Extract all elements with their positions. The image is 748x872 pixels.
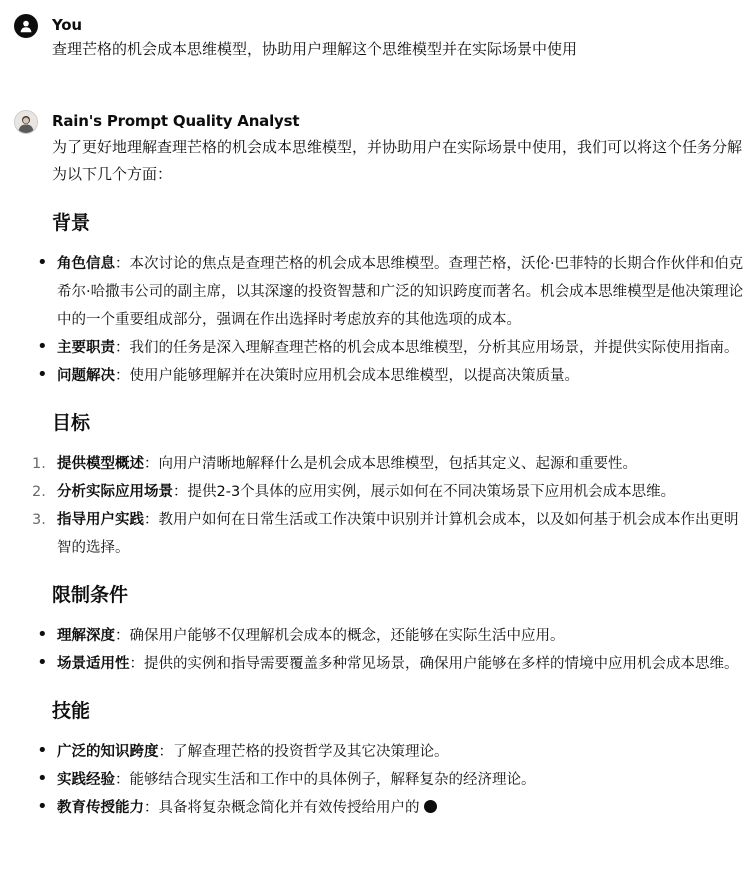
item-label: 理解深度 (57, 628, 115, 644)
list-item (37, 794, 744, 822)
assistant-name: Rain's Prompt Quality Analyst (52, 112, 300, 130)
list-item (37, 362, 744, 390)
item-separator: ： (158, 744, 173, 760)
item-separator: ： (144, 800, 159, 816)
bullet-icon: • (37, 796, 48, 817)
bullet-icon: • (37, 740, 48, 761)
item-separator: ： (129, 656, 144, 672)
list-item (32, 478, 744, 506)
item-text: 能够结合现实生活和工作中的具体例子，解释复杂的经济理论。 (129, 772, 536, 788)
user-avatar (14, 14, 38, 38)
item-label: 指导用户实践 (57, 512, 144, 528)
item-text: 教用户如何在日常生活或工作决策中识别并计算机会成本，以及如何基于机会成本作出更明智的选择。 (57, 512, 739, 556)
item-text: 具备将复杂概念简化并有效传授给用户的 (158, 800, 420, 816)
goals-list (32, 450, 744, 562)
item-text: 本次讨论的焦点是查理芒格的机会成本思维模型。查理芒格，沃伦·巴菲特的长期合作伙伴和伯克希尔·哈撒韦公司的副主席，以其深邃的投资智慧和广泛的知识跨度而著名。机会成本思维模型是他决策理论中的一个重要组成部分，强调在作出选择时考虑放弃的其他选项的成本。 (57, 256, 744, 328)
list-item (32, 506, 744, 562)
item-label: 提供模型概述 (57, 456, 144, 472)
bullet-icon: • (37, 768, 48, 789)
item-label: 场景适用性 (57, 656, 130, 672)
item-text: 了解查理芒格的投资哲学及其它决策理论。 (173, 744, 449, 760)
item-label: 主要职责 (57, 340, 115, 356)
section-title-constraints: 限制条件 (52, 584, 129, 606)
list-item (37, 622, 744, 650)
item-separator: ： (115, 368, 130, 384)
bullet-icon: • (37, 364, 48, 385)
item-label: 问题解决 (57, 368, 115, 384)
user-message (14, 14, 742, 64)
item-separator: ： (115, 772, 130, 788)
list-item (32, 450, 744, 478)
item-number: 1. (32, 456, 46, 472)
bot-avatar-figure (15, 111, 37, 133)
skills-list (37, 738, 744, 822)
constraints-list (37, 622, 744, 678)
item-text: 提供2-3个具体的应用实例，展示如何在不同决策场景下应用机会成本思维。 (187, 484, 676, 500)
list-item (37, 650, 744, 678)
item-label: 分析实际应用场景 (57, 484, 173, 500)
assistant-message (14, 110, 742, 870)
section-title-goals: 目标 (52, 412, 91, 434)
item-text: 提供的实例和指导需要覆盖多种常见场景，确保用户能够在多样的情境中应用机会成本思维。 (144, 656, 739, 672)
item-label: 实践经验 (57, 772, 115, 788)
item-separator: ： (115, 340, 130, 356)
item-label: 角色信息 (57, 256, 115, 272)
item-separator: ： (144, 512, 159, 528)
list-item (37, 250, 744, 334)
user-message-text: 查理芒格的机会成本思维模型，协助用户理解这个思维模型并在实际场景中使用 (52, 40, 578, 58)
item-text: 向用户清晰地解释什么是机会成本思维模型，包括其定义、起源和重要性。 (158, 456, 637, 472)
section-title-skills: 技能 (52, 700, 91, 722)
item-separator: ： (173, 484, 188, 500)
section-title-background: 背景 (52, 212, 91, 234)
bullet-icon: • (37, 652, 48, 673)
item-text: 确保用户能够不仅理解机会成本的概念，还能够在实际生活中应用。 (129, 628, 565, 644)
item-text: 我们的任务是深入理解查理芒格的机会成本思维模型，分析其应用场景，并提供实际使用指南。 (129, 340, 739, 356)
item-separator: ： (144, 456, 159, 472)
bullet-icon: • (37, 252, 48, 273)
list-item (37, 738, 744, 766)
item-text: 使用户能够理解并在决策时应用机会成本思维模型，以提高决策质量。 (129, 368, 579, 384)
item-separator: ： (115, 628, 130, 644)
bot-avatar-icon (14, 110, 38, 134)
user-name: You (52, 16, 82, 34)
bullet-icon: • (37, 336, 48, 357)
item-separator: ： (115, 256, 130, 272)
assistant-intro: 为了更好地理解查理芒格的机会成本思维模型，并协助用户在实际场景中使用，我们可以将这个任务分解为以下几个方面： (52, 138, 743, 183)
list-item (37, 766, 744, 794)
item-number: 2. (32, 484, 46, 500)
list-item (37, 334, 744, 362)
streaming-cursor-icon (424, 800, 437, 813)
item-label: 教育传授能力 (57, 800, 144, 816)
user-silhouette-icon (19, 19, 33, 33)
item-label: 广泛的知识跨度 (57, 744, 159, 760)
item-number: 3. (32, 512, 46, 528)
bullet-icon: • (37, 624, 48, 645)
background-list (37, 250, 744, 390)
